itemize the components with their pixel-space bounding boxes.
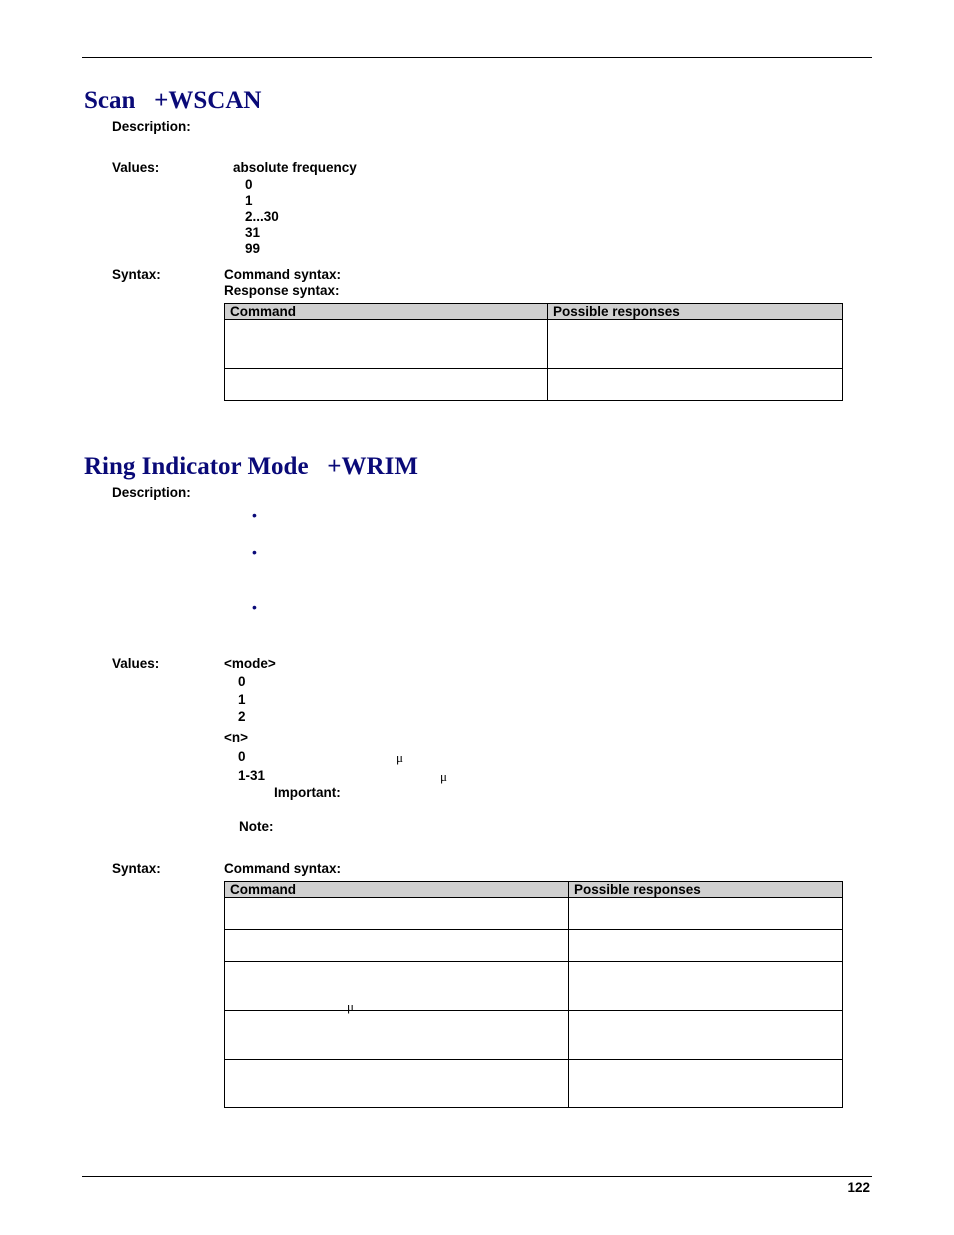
wscan-value-item: 1 [245,193,253,208]
wscan-command-table [224,303,843,401]
wscan-heading: Scan +WSCAN [84,87,262,114]
wrim-command-table [224,881,843,1108]
table-row [225,930,843,962]
wrim-mode-value: 2 [238,709,246,724]
table-row [225,898,843,930]
mu-symbol: μ [396,750,403,765]
table-header-command: Command [225,304,548,320]
header-rule [82,57,872,58]
page-number: 122 [847,1180,870,1195]
wrim-important-label: Important: [274,785,341,800]
table-row [225,369,843,401]
mu-symbol: μ [440,769,447,784]
wscan-command-syntax-label: Command syntax: [224,267,342,282]
wscan-value-item: 31 [245,225,261,240]
bullet-icon: • [252,544,257,560]
wscan-response-syntax-label: Response syntax: [224,283,340,298]
wscan-value-item: absolute frequency [233,160,357,175]
wscan-value-item: 2...30 [245,209,279,224]
wrim-command-syntax-label: Command syntax: [224,861,342,876]
wscan-value-item: 99 [245,241,261,256]
wscan-description-label: Description: [112,119,191,134]
table-header-responses: Possible responses [569,882,843,898]
bullet-icon: • [252,507,257,523]
table-header-responses: Possible responses [548,304,843,320]
table-row [225,962,843,1011]
wrim-n-value: 1-31 [238,768,266,783]
mu-symbol: μ [347,999,354,1014]
wrim-mode-value: 1 [238,692,246,707]
wrim-syntax-label: Syntax: [112,861,161,876]
wrim-n-param: <n> [224,730,249,745]
table-header-command: Command [225,882,569,898]
wrim-n-value: 0 [238,749,246,764]
wscan-syntax-label: Syntax: [112,267,161,282]
wrim-note-label: Note: [239,819,274,834]
bullet-icon: • [252,599,257,615]
wscan-value-item: 0 [245,177,253,192]
wrim-heading: Ring Indicator Mode +WRIM [84,453,418,480]
table-row [225,1011,843,1060]
wrim-values-label: Values: [112,656,160,671]
wrim-mode-param: <mode> [224,656,276,671]
table-row [225,1060,843,1108]
footer-rule [82,1176,872,1177]
table-row [225,320,843,369]
wrim-mode-value: 0 [238,674,246,689]
wrim-description-label: Description: [112,485,191,500]
wscan-values-label: Values: [112,160,160,175]
